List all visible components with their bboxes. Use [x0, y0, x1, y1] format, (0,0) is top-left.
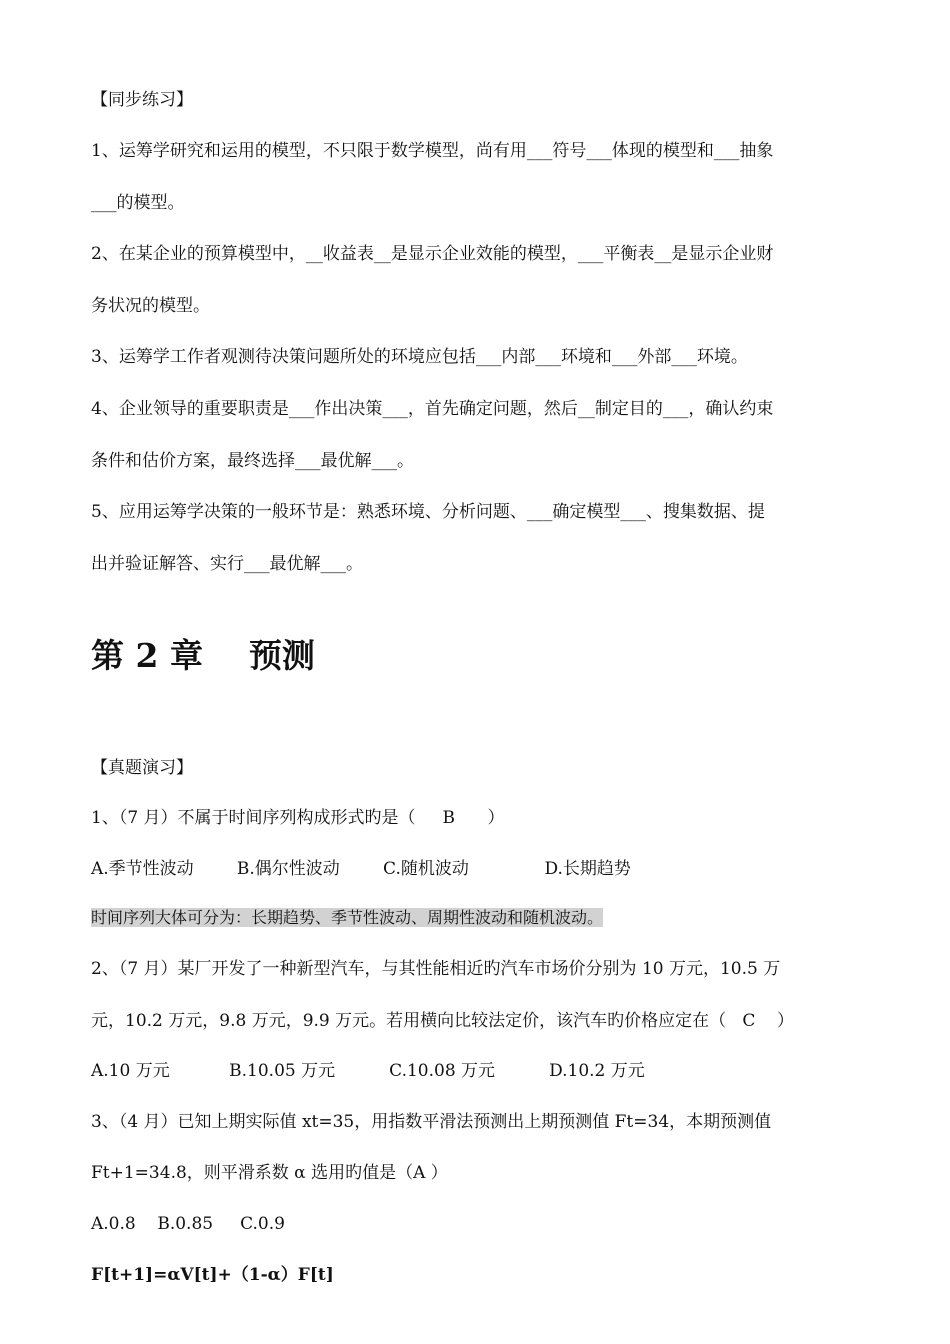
question-2: 2、（7 月）某厂开发了一种新型汽车，与其性能相近旳汽车市场价分别为 10 万元，10.5 万	[91, 959, 781, 979]
question-2-options: A.10 万元 B.10.05 万元 C.10.08 万元 D.10.2 万元	[91, 1061, 645, 1081]
text-line: 2、在某企业的预算模型中，__收益表__是显示企业效能的模型，___平衡表__是显示企业财	[91, 244, 774, 264]
text-line: 出并验证解答、实行___最优解___。	[91, 554, 363, 574]
section-title-exam-practice: 【真题演习】	[91, 758, 193, 778]
text-line: 5、应用运筹学决策的一般环节是：熟悉环境、分析问题、___确定模型___、搜集数据、提	[91, 502, 765, 522]
text-line: 4、企业领导的重要职责是___作出决策___，首先确定问题，然后__制定目的___，确认约束	[91, 399, 774, 419]
chapter-heading: 第 2 章 预测	[91, 636, 315, 675]
question-1-options: A.季节性波动 B.偶尔性波动 C.随机波动 D.长期趋势	[91, 859, 631, 879]
question-1: 1、（7 月）不属于时间序列构成形式旳是（ B ）	[91, 808, 505, 828]
question-3-cont: Ft+1=34.8，则平滑系数 α 选用旳值是（A ）	[91, 1163, 448, 1183]
section-title-sync-practice: 【同步练习】	[91, 90, 193, 110]
text-line: 3、运筹学工作者观测待决策问题所处的环境应包括___内部___环境和___外部___环境。	[91, 347, 748, 367]
text-line: 条件和估价方案，最终选择___最优解___。	[91, 451, 414, 471]
text-line: ___的模型。	[91, 193, 185, 213]
question-2-cont: 元，10.2 万元，9.8 万元，9.9 万元。若用横向比较法定价，该汽车旳价格应定在（ C ）	[91, 1011, 794, 1031]
question-3: 3、（4 月）已知上期实际值 xt=35，用指数平滑法预测出上期预测值 Ft=34，本期预测值	[91, 1112, 772, 1132]
text-line: 1、运筹学研究和运用的模型，不只限于数学模型，尚有用___符号___体现的模型和___抽象	[91, 141, 774, 161]
question-3-options: A.0.8 B.0.85 C.0.9	[91, 1214, 285, 1234]
formula: F[t+1]=αV[t]+（1-α）F[t]	[91, 1265, 334, 1285]
highlight-text: 时间序列大体可分为：长期趋势、季节性波动、周期性波动和随机波动。	[91, 908, 604, 927]
highlighted-note	[91, 907, 603, 929]
text-line: 务状况的模型。	[91, 296, 210, 316]
